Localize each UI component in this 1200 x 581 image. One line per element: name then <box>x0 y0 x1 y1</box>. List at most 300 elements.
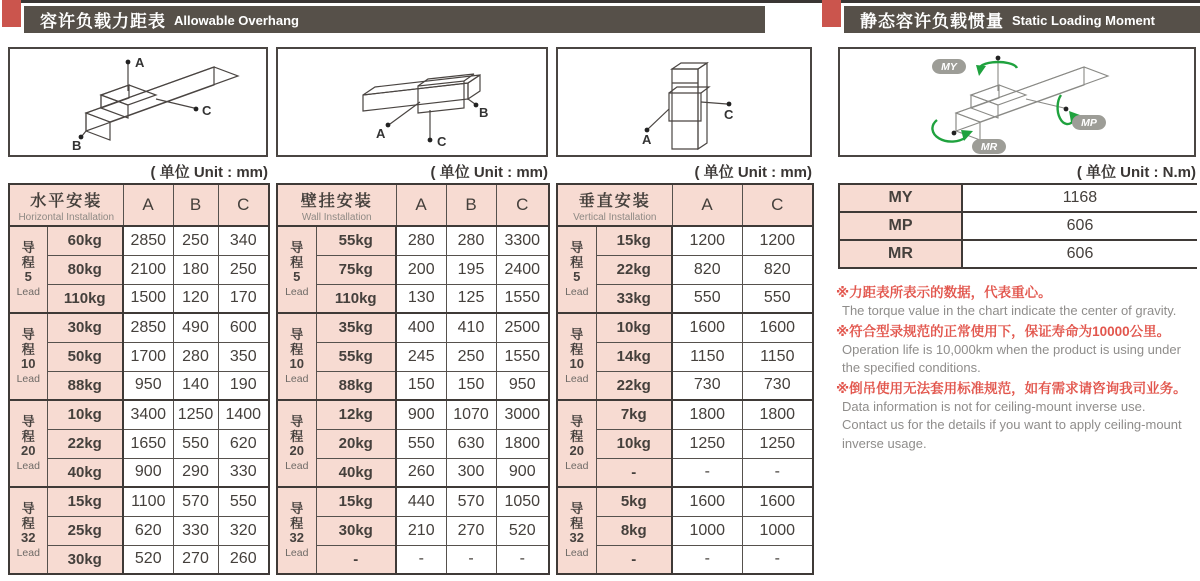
horizontal-diagram-panel <box>8 47 268 157</box>
weight-cell: 60kg <box>47 226 123 255</box>
value-cell: 1600 <box>742 313 813 342</box>
installation-title-cell <box>557 184 672 226</box>
value-cell: 620 <box>218 429 269 458</box>
lead-line: Lead <box>16 372 40 385</box>
header-bar <box>24 6 765 33</box>
value-cell: 2500 <box>496 313 549 342</box>
table-row <box>9 226 269 255</box>
wall-installation-diagram <box>278 49 546 155</box>
note-zh: ※符合型录规范的正常使用下，保证寿命为10000公里。 <box>836 323 1171 339</box>
value-cell: 570 <box>173 487 218 516</box>
value-cell: 2850 <box>123 226 173 255</box>
value-cell: 1700 <box>123 342 173 371</box>
point-a-label: A <box>642 132 652 147</box>
weight-cell: 10kg <box>596 429 672 458</box>
value-cell: 340 <box>218 226 269 255</box>
table-row <box>277 429 549 458</box>
value-cell: 250 <box>446 342 496 371</box>
value-cell: 190 <box>218 371 269 400</box>
value-cell: 900 <box>123 458 173 487</box>
weight-cell: - <box>596 545 672 574</box>
value-cell: 1800 <box>672 400 742 429</box>
value-cell: 170 <box>218 284 269 313</box>
lead-line: 32 <box>569 530 584 546</box>
point-a-label: A <box>376 126 386 141</box>
value-cell: 1400 <box>218 400 269 429</box>
value-cell: - <box>396 545 446 574</box>
value-cell: 950 <box>123 371 173 400</box>
table-row <box>277 487 549 516</box>
value-cell: 440 <box>396 487 446 516</box>
weight-cell: 15kg <box>316 487 396 516</box>
value-cell: - <box>742 545 813 574</box>
table-row <box>9 342 269 371</box>
value-cell: 550 <box>396 429 446 458</box>
value-cell: 630 <box>446 429 496 458</box>
value-cell: 260 <box>218 545 269 574</box>
weight-cell: 7kg <box>596 400 672 429</box>
lead-line: Lead <box>565 546 589 559</box>
column-header: C <box>496 184 549 226</box>
value-cell: 520 <box>123 545 173 574</box>
table-row <box>277 342 549 371</box>
header-accent-square <box>2 0 21 27</box>
weight-cell: 15kg <box>596 226 672 255</box>
weight-cell: 5kg <box>596 487 672 516</box>
value-cell: 270 <box>446 516 496 545</box>
installation-title-zh: 垂直安装 <box>578 192 651 210</box>
lead-line: 32 <box>21 530 36 546</box>
table-header-row <box>9 184 269 226</box>
value-cell: 180 <box>173 255 218 284</box>
weight-cell: 30kg <box>316 516 396 545</box>
value-cell: 550 <box>672 284 742 313</box>
weight-cell: 8kg <box>596 516 672 545</box>
column-header: A <box>123 184 173 226</box>
value-cell: 140 <box>173 371 218 400</box>
lead-line: 20 <box>21 443 36 459</box>
value-cell: 330 <box>173 516 218 545</box>
lead-cell <box>9 487 47 574</box>
moment-label-cell: MR <box>839 240 962 268</box>
weight-cell: 80kg <box>47 255 123 284</box>
value-cell: - <box>672 458 742 487</box>
value-cell: 2100 <box>123 255 173 284</box>
lead-line: Lead <box>285 372 309 385</box>
note-zh: ※力距表所表示的数据，代表重心。 <box>836 285 1052 300</box>
weight-cell: 88kg <box>316 371 396 400</box>
lead-line: 5 <box>573 269 581 285</box>
point-b-label: B <box>72 138 82 153</box>
weight-cell: 55kg <box>316 226 396 255</box>
header-bar <box>844 6 1200 33</box>
value-cell: 490 <box>173 313 218 342</box>
weight-cell: 22kg <box>47 429 123 458</box>
point-a-label: A <box>135 55 145 70</box>
value-cell: 280 <box>396 226 446 255</box>
value-cell: 550 <box>218 487 269 516</box>
value-cell: 1100 <box>123 487 173 516</box>
weight-cell: 25kg <box>47 516 123 545</box>
value-cell: 1050 <box>496 487 549 516</box>
table-row <box>9 458 269 487</box>
table-row <box>557 313 813 342</box>
moment-value-cell: 606 <box>962 240 1197 268</box>
value-cell: 330 <box>218 458 269 487</box>
value-cell: 550 <box>173 429 218 458</box>
table-row <box>557 545 813 574</box>
weight-cell: 50kg <box>47 342 123 371</box>
lead-line: 导 <box>290 501 304 517</box>
lead-line: Lead <box>565 372 589 385</box>
lead-line: Lead <box>565 459 589 472</box>
my-moment-label: MY <box>941 61 957 73</box>
mr-moment-label: MR <box>980 141 998 153</box>
value-cell: 730 <box>742 371 813 400</box>
column-header: C <box>742 184 813 226</box>
lead-line: 20 <box>569 443 584 459</box>
value-cell: 1070 <box>446 400 496 429</box>
moment-value-cell: 606 <box>962 212 1197 240</box>
column-header: A <box>396 184 446 226</box>
lead-line: Lead <box>285 459 309 472</box>
table-row <box>9 255 269 284</box>
weight-cell: 110kg <box>47 284 123 313</box>
value-cell: 3300 <box>496 226 549 255</box>
value-cell: 900 <box>496 458 549 487</box>
value-cell: 1150 <box>742 342 813 371</box>
lead-cell <box>9 400 47 487</box>
moment-diagram-panel <box>838 47 1196 157</box>
value-cell: 200 <box>396 255 446 284</box>
value-cell: 410 <box>446 313 496 342</box>
value-cell: 820 <box>672 255 742 284</box>
lead-cell <box>557 400 596 487</box>
value-cell: 600 <box>218 313 269 342</box>
value-cell: 520 <box>496 516 549 545</box>
value-cell: 900 <box>396 400 446 429</box>
table-row <box>9 545 269 574</box>
table-row <box>277 284 549 313</box>
weight-cell: 22kg <box>596 371 672 400</box>
installation-title-cell <box>9 184 123 226</box>
weight-cell: 75kg <box>316 255 396 284</box>
value-cell: 1600 <box>672 487 742 516</box>
value-cell: 2400 <box>496 255 549 284</box>
notes <box>836 283 1198 454</box>
vertical-diagram-panel <box>556 47 812 157</box>
table-header-row <box>277 184 549 226</box>
value-cell: 620 <box>123 516 173 545</box>
note-en: Contact us for the details if you want to apply ceiling-mount inverse usage. <box>842 417 1182 451</box>
lead-cell <box>557 487 596 574</box>
lead-line: Lead <box>285 546 309 559</box>
lead-cell <box>557 226 596 313</box>
installation-title-en: Wall Installation <box>301 211 372 223</box>
value-cell: 1600 <box>742 487 813 516</box>
note-zh: ※倒吊使用无法套用标准规范，如有需求请咨询我司业务。 <box>836 380 1187 396</box>
point-b-label: B <box>479 105 489 120</box>
table-row <box>277 255 549 284</box>
table-row <box>9 284 269 313</box>
header-title-zh: 静态容许负载惯量 <box>860 12 1004 31</box>
unit-label-moment: ( 单位 Unit : N.m) <box>1076 164 1196 181</box>
value-cell: 280 <box>446 226 496 255</box>
value-cell: 3400 <box>123 400 173 429</box>
value-cell: - <box>742 458 813 487</box>
lead-line: 程 <box>21 341 35 357</box>
value-cell: 1250 <box>742 429 813 458</box>
lead-line: 程 <box>290 428 304 444</box>
value-cell: 1800 <box>742 400 813 429</box>
value-cell: 1000 <box>742 516 813 545</box>
weight-cell: 22kg <box>596 255 672 284</box>
lead-line: 32 <box>289 530 304 546</box>
header-title-en: Allowable Overhang <box>174 13 299 28</box>
value-cell: - <box>672 545 742 574</box>
table-row <box>9 429 269 458</box>
lead-line: 导 <box>21 240 35 256</box>
weight-cell: 88kg <box>47 371 123 400</box>
table-row <box>9 313 269 342</box>
table-row <box>277 371 549 400</box>
point-c-label: C <box>437 134 447 149</box>
lead-line: 20 <box>289 443 304 459</box>
horizontal-installation-table <box>8 183 270 575</box>
weight-cell: 10kg <box>596 313 672 342</box>
wall-diagram-panel <box>276 47 548 157</box>
table-row <box>277 400 549 429</box>
lead-line: Lead <box>285 285 309 298</box>
table-row <box>9 400 269 429</box>
table-row <box>557 487 813 516</box>
value-cell: 1250 <box>672 429 742 458</box>
lead-line: 程 <box>21 254 35 270</box>
moment-label-cell: MY <box>839 184 962 212</box>
vertical-installation-table <box>556 183 814 575</box>
column-header: B <box>446 184 496 226</box>
lead-cell <box>277 400 316 487</box>
lead-line: 导 <box>570 414 584 430</box>
lead-line: Lead <box>16 459 40 472</box>
value-cell: 1250 <box>173 400 218 429</box>
weight-cell: 14kg <box>596 342 672 371</box>
note-item <box>836 322 1198 378</box>
value-cell: 1000 <box>672 516 742 545</box>
table-row <box>9 487 269 516</box>
table-row <box>557 400 813 429</box>
unit-label-vertical: ( 单位 Unit : mm) <box>694 164 812 181</box>
value-cell: 245 <box>396 342 446 371</box>
moment-label-cell: MP <box>839 212 962 240</box>
lead-line: Lead <box>16 285 40 298</box>
note-en: Data information is not for ceiling-mount inverse use. <box>842 398 1146 414</box>
lead-line: 导 <box>21 327 35 343</box>
value-cell: 320 <box>218 516 269 545</box>
table-row <box>557 342 813 371</box>
value-cell: 1600 <box>672 313 742 342</box>
note-item <box>836 379 1198 454</box>
lead-cell <box>277 226 316 313</box>
top-rule <box>16 0 1200 3</box>
value-cell: 250 <box>218 255 269 284</box>
table-row <box>277 226 549 255</box>
note-en: Operation life is 10,000km when the product is using under the specified conditions. <box>842 341 1181 375</box>
horizontal-installation-diagram <box>10 49 266 155</box>
lead-line: 程 <box>21 428 35 444</box>
table-row <box>557 284 813 313</box>
value-cell: 1150 <box>672 342 742 371</box>
unit-label-horizontal: ( 单位 Unit : mm) <box>150 164 268 181</box>
table-row <box>557 429 813 458</box>
table-row <box>277 545 549 574</box>
column-header: C <box>218 184 269 226</box>
lead-line: Lead <box>16 546 40 559</box>
table-row <box>839 240 1197 268</box>
vertical-installation-diagram <box>558 49 810 155</box>
installation-title-en: Horizontal Installation <box>18 211 115 223</box>
value-cell: 1550 <box>496 284 549 313</box>
unit-label-wall: ( 单位 Unit : mm) <box>430 164 548 181</box>
weight-cell: - <box>596 458 672 487</box>
value-cell: 250 <box>173 226 218 255</box>
lead-line: 导 <box>570 327 584 343</box>
lead-cell <box>9 226 47 313</box>
lead-line: 5 <box>24 269 32 285</box>
point-c-label: C <box>202 103 212 118</box>
weight-cell: 40kg <box>47 458 123 487</box>
note-item <box>836 283 1198 321</box>
lead-line: 10 <box>289 356 304 372</box>
weight-cell: - <box>316 545 396 574</box>
installation-title-cell <box>277 184 396 226</box>
table-row <box>9 371 269 400</box>
static-loading-moment-table <box>838 183 1197 269</box>
weight-cell: 12kg <box>316 400 396 429</box>
lead-line: 程 <box>570 341 584 357</box>
table-row <box>9 516 269 545</box>
value-cell: 195 <box>446 255 496 284</box>
value-cell: 1550 <box>496 342 549 371</box>
installation-title-zh: 壁挂安装 <box>300 192 373 210</box>
value-cell: 300 <box>446 458 496 487</box>
value-cell: 570 <box>446 487 496 516</box>
value-cell: 730 <box>672 371 742 400</box>
value-cell: 150 <box>446 371 496 400</box>
lead-line: 程 <box>290 341 304 357</box>
value-cell: 350 <box>218 342 269 371</box>
weight-cell: 30kg <box>47 545 123 574</box>
value-cell: 260 <box>396 458 446 487</box>
value-cell: 125 <box>446 284 496 313</box>
lead-line: 导 <box>290 327 304 343</box>
value-cell: 280 <box>173 342 218 371</box>
weight-cell: 35kg <box>316 313 396 342</box>
table-row <box>277 313 549 342</box>
value-cell: 150 <box>396 371 446 400</box>
table-row <box>839 212 1197 240</box>
table-row <box>557 516 813 545</box>
lead-cell <box>277 313 316 400</box>
lead-line: 程 <box>290 515 304 531</box>
lead-line: Lead <box>565 285 589 298</box>
table-row <box>277 516 549 545</box>
lead-line: 导 <box>21 414 35 430</box>
weight-cell: 110kg <box>316 284 396 313</box>
point-c-label: C <box>724 107 734 122</box>
static-loading-moment-diagram <box>840 49 1194 155</box>
value-cell: 130 <box>396 284 446 313</box>
value-cell: 550 <box>742 284 813 313</box>
value-cell: 120 <box>173 284 218 313</box>
lead-line: 程 <box>570 254 584 270</box>
column-header: B <box>173 184 218 226</box>
weight-cell: 10kg <box>47 400 123 429</box>
value-cell: 820 <box>742 255 813 284</box>
column-header: A <box>672 184 742 226</box>
installation-title-zh: 水平安装 <box>30 192 103 210</box>
value-cell: 290 <box>173 458 218 487</box>
wall-installation-table <box>276 183 550 575</box>
moment-value-cell: 1168 <box>962 184 1197 212</box>
lead-line: 程 <box>570 515 584 531</box>
lead-line: 10 <box>569 356 584 372</box>
note-en: The torque value in the chart indicate the center of gravity. <box>842 303 1177 318</box>
lead-line: 程 <box>570 428 584 444</box>
value-cell: - <box>496 545 549 574</box>
value-cell: 1800 <box>496 429 549 458</box>
table-row <box>557 226 813 255</box>
weight-cell: 15kg <box>47 487 123 516</box>
header-title-zh: 容许负载力距表 <box>40 12 166 31</box>
header-title-en: Static Loading Moment <box>1012 13 1155 28</box>
weight-cell: 55kg <box>316 342 396 371</box>
value-cell: 3000 <box>496 400 549 429</box>
lead-line: 导 <box>21 501 35 517</box>
value-cell: - <box>446 545 496 574</box>
table-header-row <box>557 184 813 226</box>
value-cell: 1500 <box>123 284 173 313</box>
weight-cell: 33kg <box>596 284 672 313</box>
table-row <box>277 458 549 487</box>
value-cell: 2850 <box>123 313 173 342</box>
lead-line: 导 <box>290 240 304 256</box>
lead-line: 程 <box>21 515 35 531</box>
lead-line: 程 <box>290 254 304 270</box>
weight-cell: 30kg <box>47 313 123 342</box>
lead-cell <box>557 313 596 400</box>
mp-moment-label: MP <box>1081 117 1097 129</box>
value-cell: 400 <box>396 313 446 342</box>
lead-cell <box>9 313 47 400</box>
table-row <box>557 371 813 400</box>
lead-line: 导 <box>570 501 584 517</box>
installation-title-en: Vertical Installation <box>573 211 657 223</box>
header-accent-square <box>822 0 841 27</box>
value-cell: 270 <box>173 545 218 574</box>
weight-cell: 20kg <box>316 429 396 458</box>
table-row <box>557 458 813 487</box>
table-row <box>839 184 1197 212</box>
lead-line: 导 <box>570 240 584 256</box>
lead-line: 10 <box>21 356 36 372</box>
value-cell: 1650 <box>123 429 173 458</box>
value-cell: 1200 <box>742 226 813 255</box>
value-cell: 210 <box>396 516 446 545</box>
table-row <box>557 255 813 284</box>
weight-cell: 40kg <box>316 458 396 487</box>
value-cell: 950 <box>496 371 549 400</box>
